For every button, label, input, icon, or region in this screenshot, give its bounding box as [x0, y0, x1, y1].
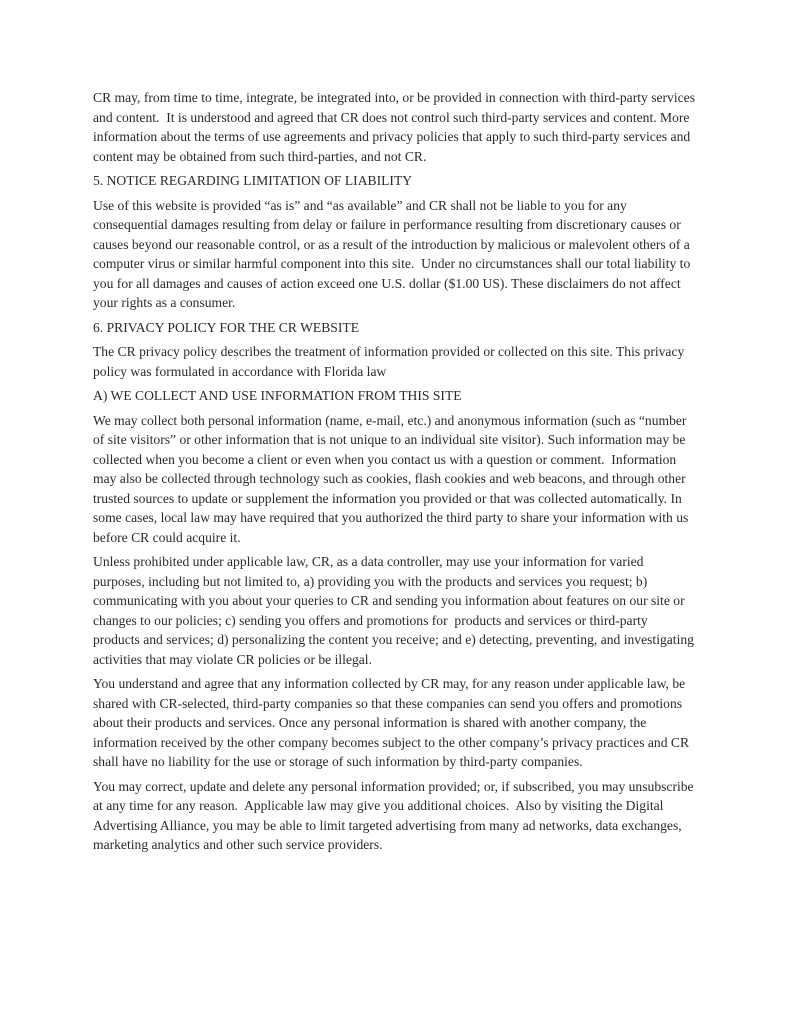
liability-paragraph: Use of this website is provided “as is” and “as available” and CR shall not be liable to you for any consequential damages resulting from delay or failure in performance resulting from discretionary causes or causes beyond our reasonable control, or as a result of the introduction by malicious or malevolent others of a computer virus or similar harmful component into this site. Under no circumstances shall our total liability to you for all damages and causes of action exceed one U.S. dollar ($1.00 US). These disclaimers do not affect your rights as a consumer.	[93, 197, 694, 310]
heading-section-a-collect-info: A) WE COLLECT AND USE INFORMATION FROM THIS SITE	[93, 388, 462, 403]
heading-section-6-privacy-policy: 6. PRIVACY POLICY FOR THE CR WEBSITE	[93, 319, 359, 335]
information-collection-paragraph: We may collect both personal information (name, e-mail, etc.) and anonymous information (such as “number of site visitors” or other information that is not unique to an individual site visitor). Such information may be collected when you become a client or even when you contact us with a question or comment. Information may also be collected through technology such as cookies, flash cookies and web beacons, and through other trusted sources to update or supplement the information you provided or that was collected automatically. In some cases, local law may have required that you authorized the third party to share your information with us before CR could acquire it.	[93, 412, 692, 545]
intro-third-party-paragraph: CR may, from time to time, integrate, be integrated into, or be provided in connection with third-party services and content. It is understood and agreed that CR does not control such third-party services and content. More information about the terms of use agreements and privacy policies that apply to such third-party services and content may be obtained from such third-parties, and not CR.	[93, 90, 699, 164]
information-sharing-paragraph: You understand and agree that any information collected by CR may, for any reason under applicable law, be shared with CR-selected, third-party companies so that these companies can send you offers and promotions about their products and services. Once any personal information is shared with another company, the information received by the other company becomes subject to the other company’s privacy practices and CR shall have no liability for the use or storage of such information by third-party companies.	[93, 676, 693, 769]
correct-update-delete-paragraph: You may correct, update and delete any personal information provided; or, if subscribed, you may unsubscribe at any time for any reason. Applicable law may give you additional choices. Also by visiting the Digital Advertising Alliance, you may be able to limit targeted advertising from many ad networks, data exchanges, marketing analytics and other such service providers.	[93, 778, 697, 852]
heading-section-5-liability: 5. NOTICE REGARDING LIMITATION OF LIABILITY	[93, 173, 413, 188]
information-use-paragraph: Unless prohibited under applicable law, CR, as a data controller, may use your information for varied purposes, including but not limited to, a) providing you with the products and services you request; b) communicating with you about your queries to CR and sending you information about features on our site or changes to our policies; c) sending you offers and promotions for products and services or third-party products and services; d) personalizing the content you receive; and e) detecting, preventing, and investigating activities that may violate CR policies or be illegal.	[93, 554, 698, 667]
privacy-policy-intro-paragraph: The CR privacy policy describes the treatment of information provided or collected on this site. This privacy policy was formulated in accordance with Florida law	[93, 344, 688, 379]
